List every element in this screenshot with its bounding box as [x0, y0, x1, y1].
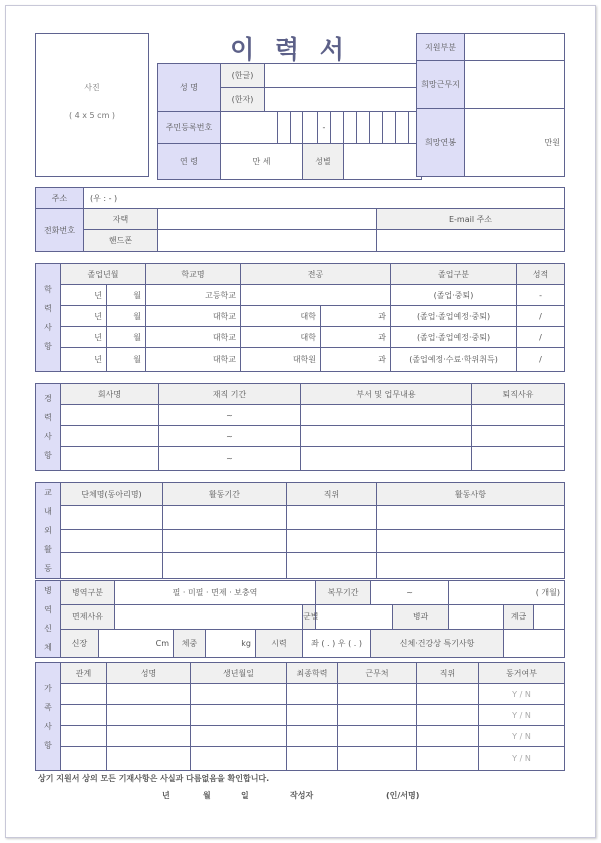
apply-field-input[interactable]	[465, 34, 565, 61]
period-cell[interactable]: ~	[159, 426, 301, 447]
header-education: 최종학력	[287, 663, 338, 684]
reason-cell[interactable]	[472, 447, 565, 471]
table-row	[36, 529, 565, 552]
height-label: 신장	[61, 629, 99, 657]
grade-cell[interactable]: /	[517, 348, 565, 372]
weight-field[interactable]: kg	[206, 629, 256, 657]
date-month: 월	[203, 791, 211, 800]
weight-label: 체중	[174, 629, 206, 657]
author-label: 작성자	[290, 791, 314, 800]
cell[interactable]	[107, 705, 191, 726]
rrn-digit[interactable]	[396, 112, 409, 144]
service-period-sep[interactable]: ~	[371, 581, 449, 605]
cell[interactable]	[287, 726, 338, 747]
mobile-label: 핸드폰	[84, 230, 158, 252]
grade-cell[interactable]: /	[517, 327, 565, 348]
cell[interactable]	[61, 684, 107, 705]
details-cell[interactable]	[377, 529, 565, 552]
hangul-label: (한글)	[221, 64, 265, 88]
rrn-digit[interactable]	[370, 112, 383, 144]
activity-period-cell[interactable]	[163, 529, 287, 552]
month-cell[interactable]: 월	[107, 348, 146, 372]
cell[interactable]	[338, 705, 417, 726]
cell[interactable]	[191, 726, 287, 747]
activity-period-cell[interactable]	[163, 506, 287, 529]
address-label: 주소	[36, 188, 84, 209]
period-cell[interactable]: ~	[159, 405, 301, 426]
duties-cell[interactable]	[301, 447, 472, 471]
corps-label: 병과	[393, 604, 449, 629]
service-type-options[interactable]: 필 · 미필 · 면제 · 보충역	[115, 581, 316, 605]
header-leave-reason: 퇴직사유	[472, 384, 565, 405]
location-label: 희망근무지	[417, 61, 465, 109]
photo-label: 사진	[84, 83, 100, 92]
college-cell[interactable]: 대학	[241, 327, 321, 348]
career-side-label: 경력사항	[36, 384, 61, 471]
age-label: 연 령	[158, 144, 221, 180]
photo-size: ( 4 x 5 cm )	[68, 111, 116, 120]
cohabit-cell[interactable]: Y / N	[479, 726, 565, 747]
cell[interactable]	[107, 726, 191, 747]
school-cell[interactable]: 대학교	[146, 348, 241, 372]
cell[interactable]	[191, 747, 287, 771]
gender-field[interactable]	[344, 144, 422, 180]
address-field[interactable]: (우 : - )	[84, 188, 565, 209]
rrn-dash: -	[318, 112, 331, 144]
cell[interactable]	[417, 684, 479, 705]
rrn-digit[interactable]	[344, 112, 357, 144]
college-cell[interactable]: 대학원	[241, 348, 321, 372]
table-row	[36, 426, 565, 447]
header-organization: 단체명(동아리명)	[61, 483, 163, 506]
vision-field[interactable]: 좌 ( . ) 우 ( . )	[303, 629, 371, 657]
table-row	[36, 348, 565, 372]
service-type-label: 병역구분	[61, 581, 115, 605]
header-relation: 관계	[61, 663, 107, 684]
month-cell[interactable]: 월	[107, 306, 146, 327]
hanja-label: (한자)	[221, 88, 265, 112]
department-cell[interactable]: 과	[321, 348, 391, 372]
military-side-label: 병역신체	[36, 581, 61, 658]
reason-cell[interactable]	[472, 405, 565, 426]
email-label: E-mail 주소	[377, 209, 565, 230]
health-notes-label: 신체·건강상 특기사항	[371, 629, 504, 657]
cell[interactable]	[191, 684, 287, 705]
table-row	[36, 506, 565, 529]
details-cell[interactable]	[377, 506, 565, 529]
company-cell[interactable]	[61, 426, 159, 447]
mobile-field[interactable]	[158, 230, 377, 252]
header-position: 직위	[287, 483, 377, 506]
branch-field[interactable]	[316, 604, 393, 629]
cell[interactable]	[107, 684, 191, 705]
exempt-reason-label: 면제사유	[61, 604, 115, 629]
cell[interactable]	[61, 747, 107, 771]
header-position: 직위	[417, 663, 479, 684]
table-row	[36, 705, 565, 726]
name-label: 성 명	[158, 64, 221, 112]
table-row	[36, 747, 565, 771]
branch-label: 군별	[303, 604, 316, 629]
department-cell[interactable]: 과	[321, 327, 391, 348]
education-side-label: 학력사항	[36, 264, 61, 372]
status-cell[interactable]: (졸업예정·수료·학위취득)	[391, 348, 517, 372]
rank-label: 계급	[504, 604, 534, 629]
service-period-label: 복무기간	[316, 581, 371, 605]
cell[interactable]	[287, 747, 338, 771]
health-notes-field[interactable]	[504, 629, 565, 657]
family-table	[35, 662, 565, 771]
gender-label: 성별	[303, 144, 344, 180]
military-table	[35, 580, 565, 658]
company-cell[interactable]	[61, 447, 159, 471]
cohabit-cell[interactable]: Y / N	[479, 747, 565, 771]
header-birthdate: 생년월일	[191, 663, 287, 684]
cell[interactable]	[107, 747, 191, 771]
email-field[interactable]	[377, 230, 565, 252]
school-cell[interactable]: 대학교	[146, 306, 241, 327]
corps-field[interactable]	[449, 604, 504, 629]
cell[interactable]	[287, 684, 338, 705]
rank-field[interactable]	[534, 604, 565, 629]
reason-cell[interactable]	[472, 426, 565, 447]
month-cell[interactable]: 월	[107, 327, 146, 348]
header-name: 성명	[107, 663, 191, 684]
cell[interactable]	[338, 684, 417, 705]
department-cell[interactable]: 과	[321, 306, 391, 327]
cell[interactable]	[417, 747, 479, 771]
vision-label: 시력	[256, 629, 303, 657]
rrn-digit[interactable]	[331, 112, 344, 144]
table-row	[36, 447, 565, 471]
header-grad-type: 졸업구분	[391, 264, 517, 285]
home-phone-field[interactable]	[158, 209, 377, 230]
cell[interactable]	[338, 726, 417, 747]
cell[interactable]	[338, 747, 417, 771]
career-table	[35, 383, 565, 471]
status-cell[interactable]: (졸업·졸업예정·중퇴)	[391, 306, 517, 327]
table-row	[36, 285, 565, 306]
period-cell[interactable]: ~	[159, 447, 301, 471]
activities-side-label: 교내외활동	[36, 483, 61, 579]
salary-label: 희망연봉	[417, 109, 465, 177]
confirmation-statement: 상기 지원서 상의 모든 기재사항은 사실과 다름없음을 확인합니다.	[38, 774, 270, 783]
duties-cell[interactable]	[301, 405, 472, 426]
family-side-label: 가족사항	[36, 663, 61, 771]
rrn-digit[interactable]	[291, 112, 303, 144]
duties-cell[interactable]	[301, 426, 472, 447]
table-row	[36, 306, 565, 327]
header-grade: 성적	[517, 264, 565, 285]
position-cell[interactable]	[287, 506, 377, 529]
cell[interactable]	[61, 705, 107, 726]
college-cell[interactable]: 대학	[241, 306, 321, 327]
status-cell[interactable]: (졸업·중퇴)	[391, 285, 517, 306]
table-row	[36, 327, 565, 348]
date-year: 년	[162, 791, 170, 800]
rrn-label: 주민등록번호	[158, 112, 221, 144]
position-cell[interactable]	[287, 553, 377, 579]
personal-info-table	[157, 63, 422, 180]
cohabit-cell[interactable]: Y / N	[479, 705, 565, 726]
activities-table	[35, 482, 565, 579]
header-major: 전공	[241, 264, 391, 285]
organization-cell[interactable]	[61, 506, 163, 529]
application-table	[416, 33, 565, 177]
education-table	[35, 263, 565, 372]
date-day: 일	[241, 791, 249, 800]
school-cell[interactable]: 고등학교	[146, 285, 241, 306]
location-input[interactable]	[465, 61, 565, 109]
position-cell[interactable]	[287, 529, 377, 552]
company-cell[interactable]	[61, 405, 159, 426]
header-workplace: 근무처	[338, 663, 417, 684]
month-cell[interactable]: 월	[107, 285, 146, 306]
cell[interactable]	[191, 705, 287, 726]
page-title: 이 력 서	[230, 35, 350, 64]
header-grad-date: 졸업년월	[61, 264, 146, 285]
height-field[interactable]: Cm	[99, 629, 174, 657]
signature-field[interactable]: (인/서명)	[386, 791, 420, 800]
header-period: 재직 기간	[159, 384, 301, 405]
activity-period-cell[interactable]	[163, 553, 287, 579]
rrn-digit[interactable]	[357, 112, 370, 144]
header-cohabit: 동거여부	[479, 663, 565, 684]
cell[interactable]	[417, 705, 479, 726]
grade-cell[interactable]: -	[517, 285, 565, 306]
name-hanja-field[interactable]	[265, 88, 422, 112]
rrn-digit[interactable]	[303, 112, 318, 144]
table-row	[36, 553, 565, 579]
cohabit-cell[interactable]: Y / N	[479, 684, 565, 705]
photo-box	[35, 33, 149, 177]
year-cell[interactable]: 년	[61, 327, 107, 348]
status-cell[interactable]: (졸업·졸업예정·중퇴)	[391, 327, 517, 348]
header-activity-period: 활동기간	[163, 483, 287, 506]
table-row	[36, 405, 565, 426]
grade-cell[interactable]: /	[517, 306, 565, 327]
year-cell[interactable]: 년	[61, 348, 107, 372]
salary-unit[interactable]: 만원	[465, 109, 565, 177]
contact-table	[35, 187, 565, 252]
cell[interactable]	[287, 705, 338, 726]
service-months[interactable]: ( 개월)	[449, 581, 565, 605]
table-row	[36, 726, 565, 747]
header-activity-details: 활동사항	[377, 483, 565, 506]
header-duties: 부서 및 업무내용	[301, 384, 472, 405]
apply-field-label: 지원부분	[417, 34, 465, 61]
cell[interactable]	[417, 726, 479, 747]
organization-cell[interactable]	[61, 529, 163, 552]
phone-label: 전화번호	[36, 209, 84, 252]
details-cell[interactable]	[377, 553, 565, 579]
year-cell[interactable]: 년	[61, 285, 107, 306]
rrn-digit[interactable]	[221, 112, 278, 144]
home-phone-label: 자택	[84, 209, 158, 230]
age-field[interactable]: 만 세	[221, 144, 303, 180]
cell[interactable]	[61, 726, 107, 747]
rrn-digit[interactable]	[278, 112, 291, 144]
major-cell[interactable]	[241, 285, 391, 306]
header-company: 회사명	[61, 384, 159, 405]
organization-cell[interactable]	[61, 553, 163, 579]
exempt-reason-field[interactable]	[115, 604, 303, 629]
year-cell[interactable]: 년	[61, 306, 107, 327]
header-school: 학교명	[146, 264, 241, 285]
rrn-digit[interactable]	[383, 112, 396, 144]
school-cell[interactable]: 대학교	[146, 327, 241, 348]
table-row	[36, 684, 565, 705]
name-hangul-field[interactable]	[265, 64, 422, 88]
